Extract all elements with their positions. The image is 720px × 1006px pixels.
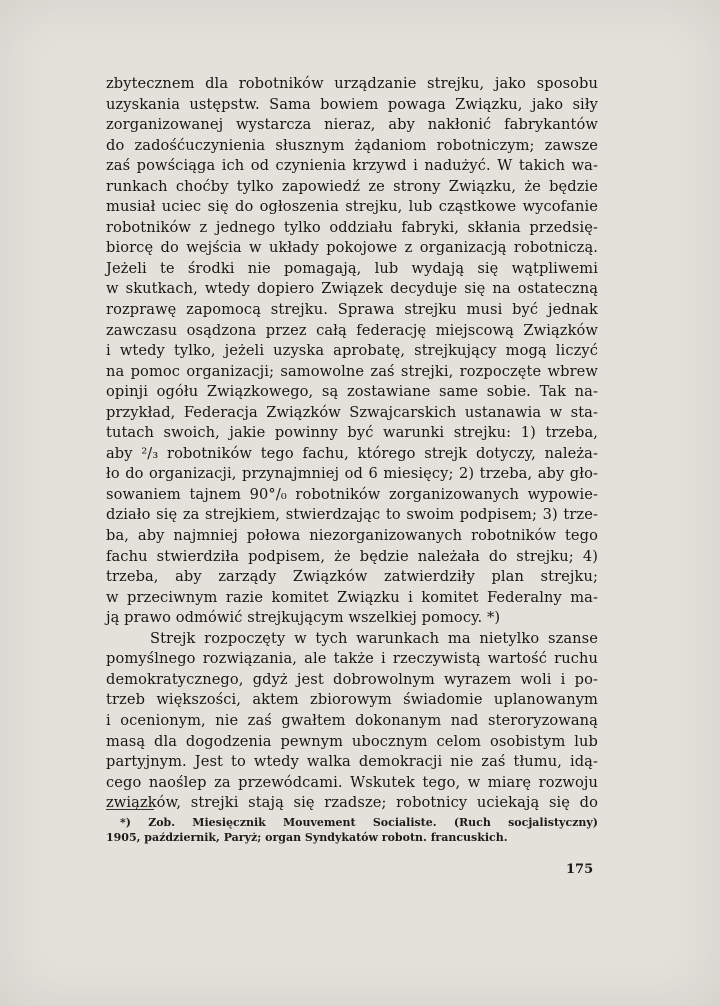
text-line: zawczasu osądzona przez całą federację miejscową Związków [106,321,598,339]
paragraph-1 [106,74,598,629]
page-number: 175 [566,862,594,877]
text-line: runkach choćby tylko zapowiedź ze strony Związku, że będzie [106,177,598,195]
text-line: w skutkach, wtedy dopiero Związek decyduje się na ostateczną [106,280,598,298]
text-line: robotników z jednego tylko oddziału fabryki, skłania przedsię- [106,218,598,236]
body-text [106,74,598,814]
text-line: fachu stwierdziła podpisem, że będzie należała do strejku; 4) [106,547,598,565]
text-line: biorcę do wejścia w układy pokojowe z organizacją robotniczą. [106,239,598,257]
text-line: partyjnym. Jest to wtedy walka demokracji nie zaś tłumu, idą- [106,753,598,771]
footnote-rule [106,809,154,810]
text-line: Jeżeli te środki nie pomagają, lub wydają się wątpliwemi [106,259,598,277]
text-line: sowaniem tajnem 90°/₀ robotników zorganizowanych wypowie- [106,485,598,503]
text-line: trzeba, aby zarządy Związków zatwierdziły plan strejku; [106,568,598,586]
text-line: demokratycznego, gdyż jest dobrowolnym wyrazem woli i po- [106,670,598,688]
text-line: aby ²/₃ robotników tego fachu, którego strejk dotyczy, należa- [106,444,598,462]
text-line: działo się za strejkiem, stwierdzając to swoim podpisem; 3) trze- [106,506,598,524]
text-line: przykład, Federacja Związków Szwajcarskich ustanawia w sta- [106,403,598,421]
text-line: związków, strejki stają się rzadsze; robotnicy uciekają się do [106,794,598,812]
text-line: do zadośćuczynienia słusznym żądaniom robotniczym; zawsze [106,136,598,154]
text-line: w przeciwnym razie komitet Związku i komitet Federalny ma- [106,588,598,606]
text-line: masą dla dogodzenia pewnym ubocznym celom osobistym lub [106,732,598,750]
text-line: musiał uciec się do ogłoszenia strejku, lub cząstkowe wycofanie [106,198,598,216]
text-line: zorganizowanej wystarcza nieraz, aby nakłonić fabrykantów [106,116,598,134]
text-line: ją prawo odmówić strejkującym wszelkiej pomocy. *) [106,609,501,627]
text-line: cego naoślep za przewódcami. Wskutek tego, w miarę rozwoju [106,773,598,791]
text-line: i wtedy tylko, jeżeli uzyska aprobatę, strejkujący mogą liczyć [106,342,598,360]
text-line: ba, aby najmniej połowa niezorganizowanych robotników tego [106,527,598,545]
footnote-line: 1905, październik, Paryż; organ Syndykatów robotn. francuskich. [106,831,508,844]
text-line: ło do organizacji, przynajmniej od 6 miesięcy; 2) trzeba, aby gło- [106,465,598,483]
footnote-line: *) Zob. Miesięcznik Mouvement Socialiste. (Ruch socjalistyczny) [120,816,598,829]
text-line: trzeb większości, aktem zbiorowym świadomie uplanowanym [106,691,598,709]
text-line: i ocenionym, nie zaś gwałtem dokonanym nad steroryzowaną [106,711,598,729]
footnote [106,815,598,845]
text-line: zaś powściąga ich od czynienia krzywd i nadużyć. W takich wa- [106,157,598,175]
text-line: tutach swoich, jakie powinny być warunki strejku: 1) trzeba, [106,424,598,442]
text-line: na pomoc organizacji; samowolne zaś strejki, rozpoczęte wbrew [106,362,598,380]
text-line: rozprawę zapomocą strejku. Sprawa strejku musi być jednak [106,301,598,319]
text-line: zbytecznem dla robotników urządzanie strejku, jako sposobu [106,75,598,92]
text-line: uzyskania ustępstw. Sama bowiem powaga Związku, jako siły [106,95,598,113]
paragraph-2 [106,629,598,814]
text-line: Strejk rozpoczęty w tych warunkach ma nietylko szanse [150,629,598,647]
text-line: pomyślnego rozwiązania, ale także i rzeczywistą wartość ruchu [106,650,598,668]
text-line: opinji ogółu Związkowego, są zostawiane same sobie. Tak na- [106,383,598,401]
